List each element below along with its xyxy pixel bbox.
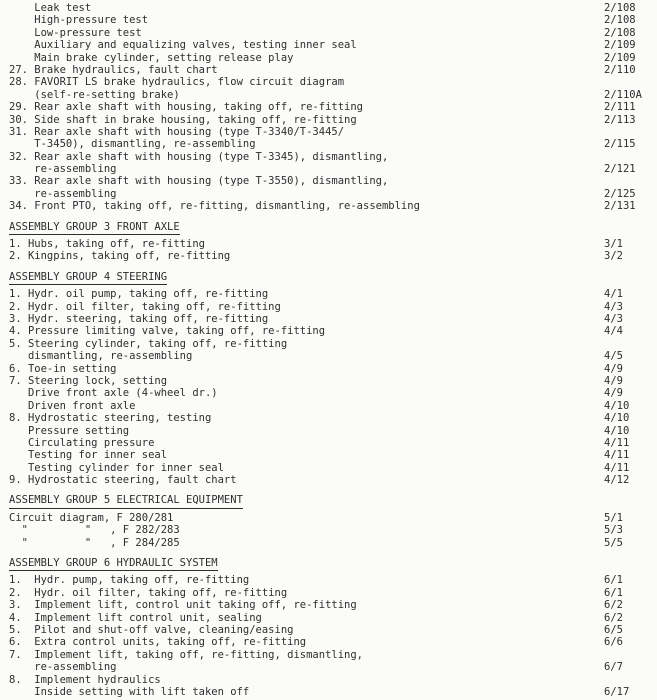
- toc-entry-page: 4/5: [604, 350, 623, 363]
- toc-entry-page: 4/1: [604, 288, 623, 301]
- toc-entry-page: 4/11: [604, 461, 630, 474]
- toc-entry-text: 4. Pressure limiting valve, taking off, re-fitting: [9, 325, 326, 338]
- toc-entry-text: Inside setting with lift taken off: [9, 685, 250, 698]
- toc-entry-text: 27. Brake hydraulics, fault chart: [9, 63, 218, 76]
- toc-entry-page: 4/10: [604, 424, 630, 437]
- toc-row: [9, 325, 657, 337]
- toc-row: [9, 649, 657, 661]
- toc-row: [9, 114, 657, 126]
- toc-entry-text: 1. Hydr. pump, taking off, re-fitting: [9, 574, 250, 587]
- toc-entry-page: 4/11: [604, 436, 630, 449]
- section-heading-text: ASSEMBLY GROUP 4 STEERING: [9, 271, 167, 285]
- toc-entry-text: 33. Rear axle shaft with housing (type T-3550), dismantling,: [9, 175, 389, 188]
- toc-entry-page: 6/2: [604, 599, 623, 612]
- section-heading: [9, 494, 657, 506]
- toc-entry-page: 4/4: [604, 325, 623, 338]
- toc-row: [9, 101, 657, 113]
- toc-entry-text: 8. Implement hydraulics: [9, 673, 161, 686]
- section-heading: [9, 221, 657, 233]
- toc-entry-text: 3. Hydr. steering, taking off, re-fitting: [9, 312, 269, 325]
- toc-row: [9, 387, 657, 399]
- section-heading-text: ASSEMBLY GROUP 5 ELECTRICAL EQUIPMENT: [9, 494, 243, 508]
- toc-entry-page: 4/11: [604, 449, 630, 462]
- toc-entry-text: 29. Rear axle shaft with housing, taking off, re-fitting: [9, 101, 364, 114]
- toc-entry-page: 6/5: [604, 623, 623, 636]
- toc-entry-text: 4. Implement lift control unit, sealing: [9, 611, 262, 624]
- toc-entry-text: 5. Pilot and shut-off valve, cleaning/easing: [9, 623, 294, 636]
- toc-row: [9, 76, 657, 88]
- toc-row: [9, 425, 657, 437]
- toc-row: [9, 574, 657, 586]
- toc-entry-page: 5/5: [604, 536, 623, 549]
- toc-entry-page: 6/6: [604, 636, 623, 649]
- toc-entry-page: 2/111: [604, 101, 636, 114]
- toc-entry-page: 4/9: [604, 374, 623, 387]
- toc-row: [9, 175, 657, 187]
- toc-entry-page: 2/110: [604, 63, 636, 76]
- toc-row: [9, 338, 657, 350]
- toc-row: [9, 151, 657, 163]
- toc-entry-page: 2/121: [604, 163, 636, 176]
- toc-entry-page: 2/108: [604, 14, 636, 27]
- toc-row: [9, 200, 657, 212]
- toc-entry-page: 2/131: [604, 200, 636, 213]
- toc-row: [9, 313, 657, 325]
- toc-entry-text: 6. Toe-in setting: [9, 362, 117, 375]
- toc-entry-text: 30. Side shaft in brake housing, taking off, re-fitting: [9, 113, 357, 126]
- toc-row: [9, 52, 657, 64]
- toc-row: [9, 27, 657, 39]
- toc-entry-text: 7. Steering lock, setting: [9, 374, 168, 387]
- toc-entry-text: 3. Implement lift, control unit taking off, re-fitting: [9, 599, 357, 612]
- toc-entry-text: High-pressure test: [9, 14, 149, 27]
- toc-entry-page: 6/7: [604, 661, 623, 674]
- toc-row: [9, 587, 657, 599]
- toc-entry-text: Circuit diagram, F 280/281: [9, 511, 174, 524]
- toc-entry-page: 5/3: [604, 524, 623, 537]
- toc-entry-text: 7. Implement lift, taking off, re-fitting, dismantling,: [9, 648, 364, 661]
- toc-entry-text: re-assembling: [9, 661, 117, 674]
- toc-row: [9, 449, 657, 461]
- toc-row: [9, 412, 657, 424]
- toc-entry-page: 2/108: [604, 2, 636, 14]
- toc-entry-text: Testing for inner seal: [9, 449, 168, 462]
- toc-entry-text: 1. Hydr. oil pump, taking off, re-fitting: [9, 288, 269, 301]
- toc-row: [9, 89, 657, 101]
- toc-entry-page: 4/12: [604, 474, 630, 487]
- toc-row: [9, 64, 657, 76]
- toc-entry-page: 2/108: [604, 26, 636, 39]
- toc-row: [9, 238, 657, 250]
- section-heading-text: ASSEMBLY GROUP 6 HYDRAULIC SYSTEM: [9, 557, 218, 571]
- toc-row: [9, 250, 657, 262]
- toc-entry-text: 28. FAVORIT LS brake hydraulics, flow circuit diagram: [9, 76, 345, 89]
- toc-entry-text: 2. Hydr. oil filter, taking off, re-fitting: [9, 300, 281, 313]
- toc-row: [9, 288, 657, 300]
- toc-entry-page: 6/2: [604, 611, 623, 624]
- toc-entry-page: 4/9: [604, 387, 623, 400]
- toc-row: [9, 375, 657, 387]
- toc-entry-page: 6/1: [604, 574, 623, 587]
- toc-entry-text: 8. Hydrostatic steering, testing: [9, 412, 212, 425]
- toc-entry-text: 9. Hydrostatic steering, fault chart: [9, 474, 237, 487]
- toc-entry-page: 5/1: [604, 511, 623, 524]
- toc-row: [9, 624, 657, 636]
- toc-entry-page: 2/125: [604, 187, 636, 200]
- toc-entry-page: 2/110A: [604, 88, 642, 101]
- toc-entry-text: Auxiliary and equalizing valves, testing inner seal: [9, 39, 357, 52]
- toc-row: [9, 400, 657, 412]
- toc-entry-text: Testing cylinder for inner seal: [9, 461, 224, 474]
- toc-entry-page: 4/10: [604, 399, 630, 412]
- toc-entry-page: 3/2: [604, 250, 623, 263]
- toc-row: [9, 163, 657, 175]
- toc-entry-text: Low-pressure test: [9, 26, 142, 39]
- toc-row: [9, 636, 657, 648]
- toc-entry-text: dismantling, re-assembling: [9, 350, 193, 363]
- toc-entry-page: 2/115: [604, 138, 636, 151]
- toc-entry-text: 2. Hydr. oil filter, taking off, re-fitting: [9, 586, 288, 599]
- toc-entry-page: 4/10: [604, 412, 630, 425]
- toc-entry-page: 4/3: [604, 300, 623, 313]
- toc-row: [9, 14, 657, 26]
- toc-row: [9, 612, 657, 624]
- section-heading: [9, 271, 657, 283]
- toc-entry-text: (self-re-setting brake): [9, 88, 180, 101]
- toc-entry-text: 5. Steering cylinder, taking off, re-fitting: [9, 337, 288, 350]
- toc-entry-page: 3/1: [604, 238, 623, 251]
- toc-row: [9, 39, 657, 51]
- toc-row: [9, 138, 657, 150]
- toc-row: [9, 512, 657, 524]
- toc-row: [9, 674, 657, 686]
- toc-entry-page: 2/109: [604, 51, 636, 64]
- toc-row: [9, 2, 657, 14]
- toc-entry-text: 34. Front PTO, taking off, re-fitting, dismantling, re-assembling: [9, 200, 420, 213]
- toc-row: [9, 661, 657, 673]
- toc-entry-text: 32. Rear axle shaft with housing (type T-3345), dismantling,: [9, 150, 389, 163]
- toc-entry-text: Circulating pressure: [9, 436, 155, 449]
- toc-entry-page: 2/113: [604, 113, 636, 126]
- toc-entry-text: Pressure setting: [9, 424, 130, 437]
- toc-entry-page: 2/109: [604, 39, 636, 52]
- toc-row: [9, 599, 657, 611]
- toc-row: [9, 126, 657, 138]
- toc-entry-page: 6/17: [604, 685, 630, 698]
- toc-row: [9, 437, 657, 449]
- toc-entry-page: 4/9: [604, 362, 623, 375]
- toc-entry-page: 6/1: [604, 586, 623, 599]
- toc-entry-text: " " , F 282/283: [9, 524, 180, 537]
- toc-entry-text: Leak test: [9, 2, 92, 14]
- toc-entry-text: Driven front axle: [9, 399, 136, 412]
- toc-row: [9, 301, 657, 313]
- toc-entry-text: 1. Hubs, taking off, re-fitting: [9, 238, 205, 251]
- table-of-contents: [9, 2, 657, 698]
- toc-entry-text: Drive front axle (4-wheel dr.): [9, 387, 218, 400]
- toc-entry-text: 2. Kingpins, taking off, re-fitting: [9, 250, 231, 263]
- toc-entry-text: re-assembling: [9, 163, 117, 176]
- toc-entry-text: 31. Rear axle shaft with housing (type T-3340/T-3445/: [9, 125, 345, 138]
- toc-row: [9, 363, 657, 375]
- toc-entry-text: " " , F 284/285: [9, 536, 180, 549]
- toc-entry-page: 4/3: [604, 312, 623, 325]
- toc-row: [9, 537, 657, 549]
- toc-entry-text: re-assembling: [9, 187, 117, 200]
- toc-entry-text: T-3450), dismantling, re-assembling: [9, 138, 256, 151]
- section-heading: [9, 557, 657, 569]
- section-heading-text: ASSEMBLY GROUP 3 FRONT AXLE: [9, 221, 180, 235]
- toc-row: [9, 474, 657, 486]
- toc-entry-text: Main brake cylinder, setting release play: [9, 51, 294, 64]
- toc-row: [9, 350, 657, 362]
- toc-row: [9, 188, 657, 200]
- toc-row: [9, 462, 657, 474]
- toc-entry-text: 6. Extra control units, taking off, re-fitting: [9, 636, 307, 649]
- toc-row: [9, 524, 657, 536]
- toc-row: [9, 686, 657, 698]
